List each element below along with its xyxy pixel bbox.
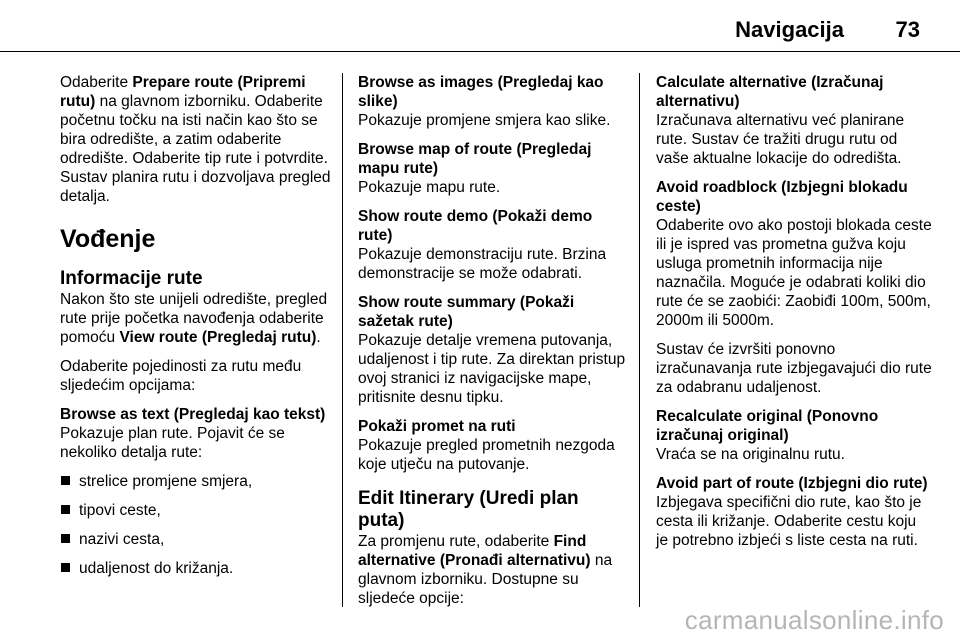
detail-list — [60, 472, 335, 578]
option-entry — [656, 407, 932, 464]
square-bullet-icon — [61, 476, 70, 485]
option-entry — [656, 73, 932, 168]
option-term: Browse as images (Pregledaj kao slike) — [358, 74, 604, 110]
option-description: Pokazuje detalje vremena putovanja, udaljenost i tip rute. Za direktan pristup ovoj stranici iz navigacijske mape, pritisnite desnu tipku. — [358, 332, 626, 406]
menu-item-reference: Prepare route (Pripremi rutu) — [60, 74, 306, 110]
option-entry — [358, 140, 630, 197]
subsection-heading: Informacije rute — [60, 268, 203, 289]
option-description: Odaberite ovo ako postoji blokada ceste ili je ispred vas prometna gužva koju usluga prometnih informacija nije naznačila. Moguće je odabrati koliki dio rute će se zaobići: Zaobiđi 100m, 500m, 2000m ili 5000m. — [656, 217, 932, 329]
option-entry — [60, 405, 335, 462]
option-description: Pokazuje demonstraciju rute. Brzina demonstracije se može odabrati. — [358, 246, 607, 282]
option-term: Browse map of route (Pregledaj mapu rute) — [358, 141, 592, 177]
option-description: Pokazuje plan rute. Pojavit će se nekoliko detalja rute: — [60, 425, 285, 461]
menu-item-reference: View route (Pregledaj rutu) — [119, 329, 317, 346]
option-term: Browse as text (Pregledaj kao tekst) — [60, 406, 326, 423]
header-divider — [0, 51, 960, 52]
option-extra-paragraph: Sustav će izvršiti ponovno izračunavanja rute izbjegavajući dio rute za odabranu udaljenost. — [656, 341, 932, 396]
option-entry — [656, 474, 932, 550]
subsection-heading: Edit Itinerary (Uredi plan puta) — [358, 488, 579, 531]
list-item: strelice promjene smjera, — [60, 472, 335, 491]
option-term: Pokaži promet na ruti — [358, 418, 516, 435]
option-description: Vraća se na originalnu rutu. — [656, 446, 845, 463]
menu-item-reference: Find alternative (Pronađi alternativu) — [358, 533, 591, 569]
option-term: Show route summary (Pokaži sažetak rute) — [358, 294, 575, 330]
route-info-paragraph: Nakon što ste unijeli odredište, pregled rute prije početka navođenja odaberite pomoću View route (Pregledaj rutu). — [60, 291, 328, 346]
column-1 — [60, 73, 335, 588]
list-item: tipovi ceste, — [60, 501, 335, 520]
option-description: Pokazuje promjene smjera kao slike. — [358, 112, 611, 129]
option-description: Pokazuje pregled prometnih nezgoda koje utječu na putovanje. — [358, 437, 615, 473]
option-term: Recalculate original (Ponovno izračunaj original) — [656, 408, 879, 444]
page-header — [0, 0, 960, 52]
option-entry — [358, 417, 630, 474]
column-divider-2 — [639, 73, 640, 607]
column-3 — [656, 73, 932, 560]
section-title: Navigacija — [735, 17, 844, 42]
option-entry — [656, 178, 932, 330]
itinerary-paragraph: Za promjenu rute, odaberite Find alternative (Pronađi alternativu) na glavnom izborniku. Dostupne su sljedeće opcije: — [358, 533, 613, 607]
square-bullet-icon — [61, 534, 70, 543]
column-divider-1 — [342, 73, 343, 607]
option-entry — [358, 207, 630, 283]
option-term: Avoid roadblock (Izbjegni blokadu ceste) — [656, 179, 908, 215]
option-entry — [358, 73, 630, 130]
page-number: 73 — [895, 17, 920, 42]
list-item: nazivi cesta, — [60, 530, 335, 549]
option-description: Pokazuje mapu rute. — [358, 179, 501, 196]
list-item: udaljenost do križanja. — [60, 559, 335, 578]
option-term: Calculate alternative (Izračunaj alternativu) — [656, 74, 884, 110]
option-term: Show route demo (Pokaži demo rute) — [358, 208, 593, 244]
section-heading: Vođenje — [60, 225, 156, 253]
option-term: Avoid part of route (Izbjegni dio rute) — [656, 475, 928, 492]
column-2 — [358, 73, 630, 618]
option-entry — [358, 293, 630, 407]
option-description: Izbjegava specifični dio rute, kao što je cesta ili križanje. Odaberite cestu koju je potrebno izbjeći s liste cesta na ruti. — [656, 494, 922, 549]
watermark: carmanualsonline.info — [684, 605, 944, 635]
intro-paragraph: Odaberite Prepare route (Pripremi rutu) na glavnom izborniku. Odaberite početnu točku na isti način kao što se bira odredište, a zatim odaberite odredište. Odaberite tip rute i potvrdite. Sustav planira rutu i dozvoljava pregled detalja. — [60, 74, 331, 205]
square-bullet-icon — [61, 505, 70, 514]
options-intro-paragraph: Odaberite pojedinosti za rutu među sljedećim opcijama: — [60, 358, 302, 394]
square-bullet-icon — [61, 563, 70, 572]
option-description: Izračunava alternativu već planirane rute. Sustav će tražiti drugu rutu od vaše aktualne lokacije do odredišta. — [656, 112, 905, 167]
